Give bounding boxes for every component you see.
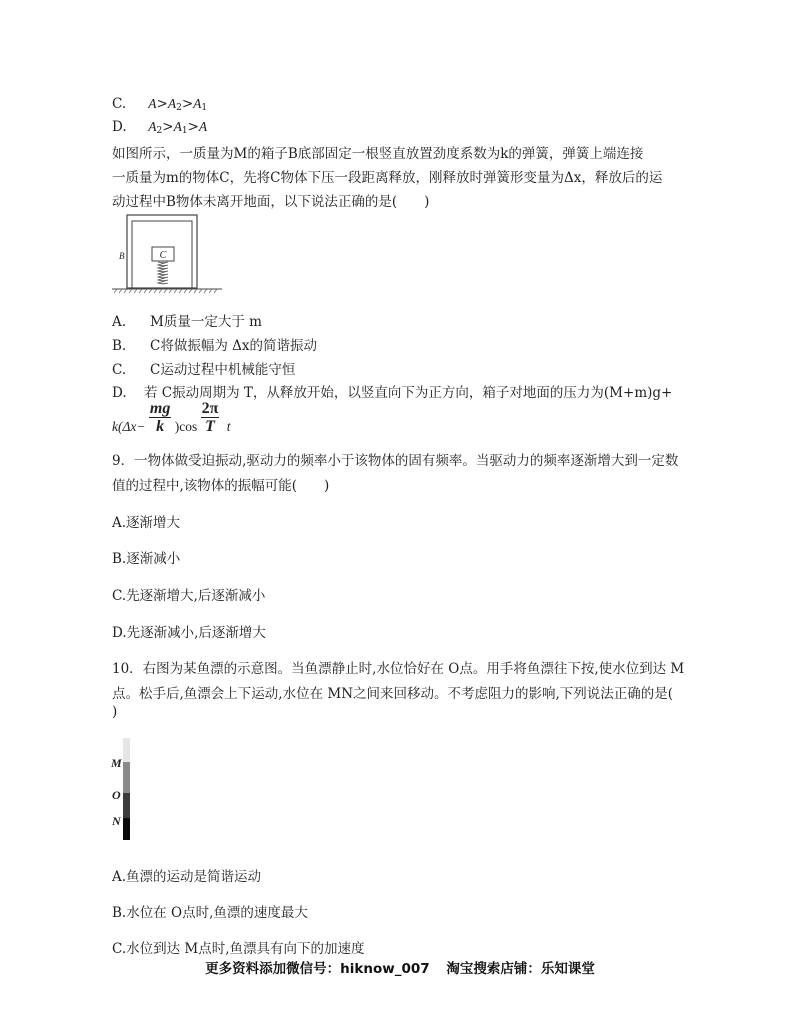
math-var: A	[148, 119, 157, 134]
q8-option-a	[112, 310, 262, 330]
math-sub: 2	[176, 103, 182, 113]
formula-mid: )cos	[174, 419, 198, 435]
label-o: O	[112, 788, 121, 802]
box-b-label: B	[119, 251, 125, 261]
q8-stem-line-1: 如图所示，一质量为M的箱子B底部固定一根竖直放置劲度系数为k的弹簧，弹簧上端连接	[112, 146, 644, 162]
option-label: D.	[112, 385, 127, 401]
q7-option-c	[112, 96, 207, 113]
math-var: A	[148, 96, 157, 111]
float-top-segment	[123, 738, 130, 762]
option-text: C将做振幅为 Δx的简谐振动	[150, 338, 317, 354]
float-middle-segment	[123, 793, 130, 818]
q8-option-b	[112, 334, 317, 354]
footer-wechat: 更多资料添加微信号：hiknow_007	[205, 961, 430, 977]
q9-stem-line-2: 值的过程中,该物体的振幅可能( )	[112, 478, 330, 494]
footer-watermark	[0, 957, 800, 977]
q10-option-c: C.水位到达 M点时,鱼漂具有向下的加速度	[112, 941, 365, 957]
q9-option-c: C.先逐渐增大,后逐渐减小	[112, 588, 266, 604]
math-var: A	[193, 96, 202, 111]
q9-stem-line-1: 9．一物体做受迫振动,驱动力的频率小于该物体的固有频率。当驱动力的频率逐渐增大到一定数	[112, 453, 679, 469]
q10-stem-line-1: 10．右图为某鱼漂的示意图。当鱼漂静止时,水位恰好在 O点。用手将鱼漂往下按,使水位到达 M	[112, 661, 685, 677]
q8-option-c	[112, 358, 295, 378]
math-op: >	[187, 119, 199, 135]
q9-option-d: D.先逐渐减小,后逐渐增大	[112, 625, 266, 641]
q7-option-d	[112, 119, 207, 136]
spring-box-diagram	[110, 212, 230, 298]
math-sub: 1	[181, 126, 188, 136]
float-upper-segment	[123, 762, 130, 793]
math-var: A	[167, 96, 177, 111]
q10-option-a: A.鱼漂的运动是简谐运动	[112, 869, 262, 885]
fraction-numerator: 2π	[201, 400, 219, 417]
q8-stem-line-2: 一质量为m的物体C，先将C物体下压一段距离释放，刚释放时弹簧形变量为Δx，释放后的运	[112, 170, 663, 186]
q8-stem-line-3: 动过程中B物体未离开地面，以下说法正确的是( )	[112, 194, 430, 210]
math-op: >	[181, 96, 194, 112]
option-label: C.	[112, 362, 127, 378]
option-label: A.	[112, 314, 127, 330]
math-op: >	[156, 96, 168, 112]
q9-option-b: B.逐渐减小	[112, 551, 181, 567]
formula-suffix: t	[226, 419, 231, 435]
math-var: A	[173, 119, 182, 134]
footer-taobao: 淘宝搜索店铺：乐知课堂	[446, 961, 595, 977]
float-bottom-segment	[123, 818, 130, 840]
math-sub: 1	[201, 103, 208, 113]
option-label: D.	[112, 119, 127, 135]
fraction-mg-over-k	[149, 400, 171, 436]
math-op: >	[162, 119, 174, 135]
option-label: C.	[112, 96, 127, 112]
option-text: C运动过程中机械能守恒	[150, 362, 296, 378]
fraction-denominator: k	[156, 418, 165, 435]
q10-stem-line-3: )	[112, 704, 118, 720]
option-text: M质量一定大于 m	[150, 314, 262, 330]
option-label: B.	[112, 338, 127, 354]
q8-formula	[112, 400, 231, 436]
q8-spring-box-figure	[110, 212, 230, 298]
math-sub: 2	[156, 126, 163, 136]
label-m: M	[111, 756, 122, 770]
q9-option-a: A.逐渐增大	[112, 515, 181, 531]
fraction-2pi-over-t	[201, 400, 220, 436]
q10-stem-line-2: 点。松手后,鱼漂会上下运动,水位在 MN之间来回移动。不考虑阻力的影响,下列说法正确的是(	[112, 686, 674, 702]
formula-prefix: k(Δx−	[112, 419, 146, 435]
q8-option-d	[112, 381, 672, 401]
q10-fishing-float-figure	[108, 738, 148, 842]
math-var: A	[198, 119, 208, 134]
q10-option-b: B.水位在 O点时,鱼漂的速度最大	[112, 905, 308, 921]
fraction-denominator: T	[205, 418, 215, 435]
block-c-label: C	[159, 250, 167, 261]
label-n: N	[112, 814, 121, 828]
option-text: 若 C振动周期为 T，从释放开始，以竖直向下为正方向，箱子对地面的压力为(M+m)g+	[144, 385, 673, 401]
fraction-numerator: mg	[149, 400, 171, 417]
